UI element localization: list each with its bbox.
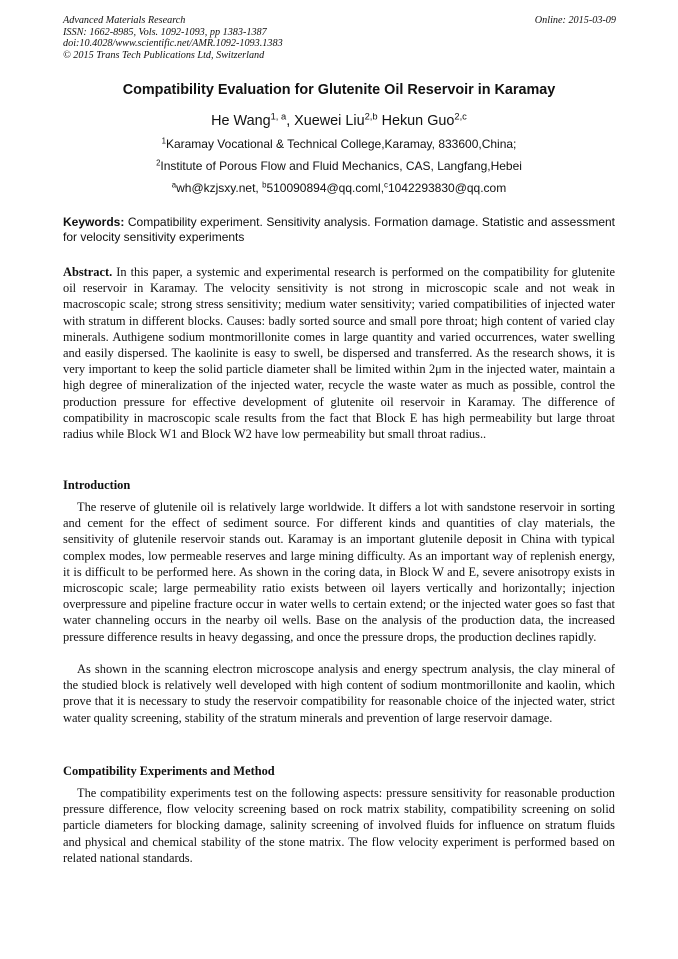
section-heading-methods: Compatibility Experiments and Method: [63, 764, 275, 778]
email-b: 510090894@qq.coml,: [266, 181, 385, 195]
keywords-text: Compatibility experiment. Sensitivity analysis. Formation damage. Statistic and assessment for velocity sensitivity experiments: [63, 215, 615, 245]
affiliation-sup: 1: [161, 136, 166, 146]
affiliation-sup: 2: [156, 158, 161, 168]
abstract-paragraph: [63, 264, 615, 442]
section-heading-introduction: Introduction: [63, 478, 131, 492]
intro-paragraph-1: The reserve of glutenile oil is relatively large worldwide. It differs a lot with sandstone reservoir in sorting and cement for the effect of sediment source. For different kinds and quantities of clay materials, the sensitivity of glutenile reservoir stands out. Karamay is an important glutenile deposit in China with typical complex modes, low permeable reserves and large mining difficulty. As an important way of replenish energy, it is difficult to be performed here. As shown in the coring data, in Block W and E, severe anisotropy exists in microscopic scale; large permeability ratio exists between oil layers vertically and horizontally; injection overpressure and pipeline fracture occur in water wells to certain extend; or the injected water goes so fast that water channeling occurs in the nearby oil wells. Base on the analysis of the production data, the increased pressure difference results in heavy degassing, and once the pressure drops, the production declines rapidly.: [63, 500, 615, 644]
email-sup: b: [262, 180, 267, 190]
author-name: He Wang: [211, 113, 271, 129]
methods-paragraph-1: The compatibility experiments test on the following aspects: pressure sensitivity for reasonable production pressure difference, flow velocity screening based on rock matrix stability, compatibility screening on solid particle diameters for blocking damage, salinity screening of involved fluids for influence on stratum fluids and physical and chemical stability of the stone matrix. The flow velocity experiment is performed based on related national standards.: [63, 786, 615, 865]
intro-paragraph-2: As shown in the scanning electron microscope analysis and energy spectrum analysis, the clay mineral of the studied block is relatively well developed with high content of sodium montmorillonite and kaolin, which prove that it is necessary to study the reservoir compatibility for reasonable choice of the injected water, strict water quality screening, stability of the stratum minerals and prevention of large reservoir damage.: [63, 662, 615, 725]
email-a: wh@kzjsxy.net,: [176, 181, 263, 195]
affiliation-1: [63, 137, 615, 151]
email-sup: c: [384, 180, 388, 190]
email-c: 1042293830@qq.com: [387, 181, 507, 195]
author-name: Hekun Guo: [377, 113, 455, 129]
author-sup: 2,b: [364, 111, 378, 122]
affiliation-text: Institute of Porous Flow and Fluid Mechanics, CAS, Langfang,Hebei: [160, 159, 522, 173]
online-date: Online: 2015-03-09: [534, 15, 616, 26]
affiliation-text: Karamay Vocational & Technical College,Karamay, 833600,China;: [165, 137, 517, 151]
author-name: , Xuewei Liu: [286, 113, 365, 129]
keywords-block: [63, 215, 615, 246]
doi-line: doi:10.4028/www.scientific.net/AMR.1092-1093.1383: [63, 38, 283, 50]
copyright-line: © 2015 Trans Tech Publications Ltd, Switzerland: [63, 49, 265, 61]
email-sup: a: [171, 180, 177, 190]
journal-name: Advanced Materials Research: [63, 15, 186, 26]
journal-header: [63, 15, 283, 61]
abstract-label: Abstract.: [63, 265, 113, 279]
abstract-text: In this paper, a systemic and experimental research is performed on the compatibility for glutenite oil reservoir in Karamay. The velocity sensitivity is not strong in microscopic scale and not weak in macroscopic scale; strong stress sensitivity; medium water sensitivity; varied compatibilities of injected water with stratum in different blocks. Causes: badly sorted source and small pore throat; high content of varied clay minerals. Authigene sodium montmorillonite comes in large quantity and varied occurrences, water swelling and easily dispersed. The kaolinite is easy to swell, be dispersed and transferred. As the research shows, it is very important to keep the solid particle diameter shall be limited within 2μm in the injected water, maintain a high degree of mineralization of the injected water, recycle the waste water as much as possible, control the production pressure for effective development of glutenite oil reservoir in Karamay. The difference of compatibility in macroscopic scale results from the fact that Block E has high permeability but large throat radius while Block W1 and Block W2 have low permeability but small throat radius..: [63, 265, 615, 442]
paper-title: Compatibility Evaluation for Glutenite Oil Reservoir in Karamay: [122, 82, 556, 98]
author-sup: 1, a: [270, 111, 287, 122]
author-list: [63, 113, 615, 130]
author-sup: 2,c: [454, 111, 467, 122]
affiliation-2: [63, 159, 615, 173]
keywords-label: Keywords:: [63, 215, 125, 229]
issn-line: ISSN: 1662-8985, Vols. 1092-1093, pp 1383-1387: [63, 26, 267, 38]
email-line: [63, 181, 615, 195]
